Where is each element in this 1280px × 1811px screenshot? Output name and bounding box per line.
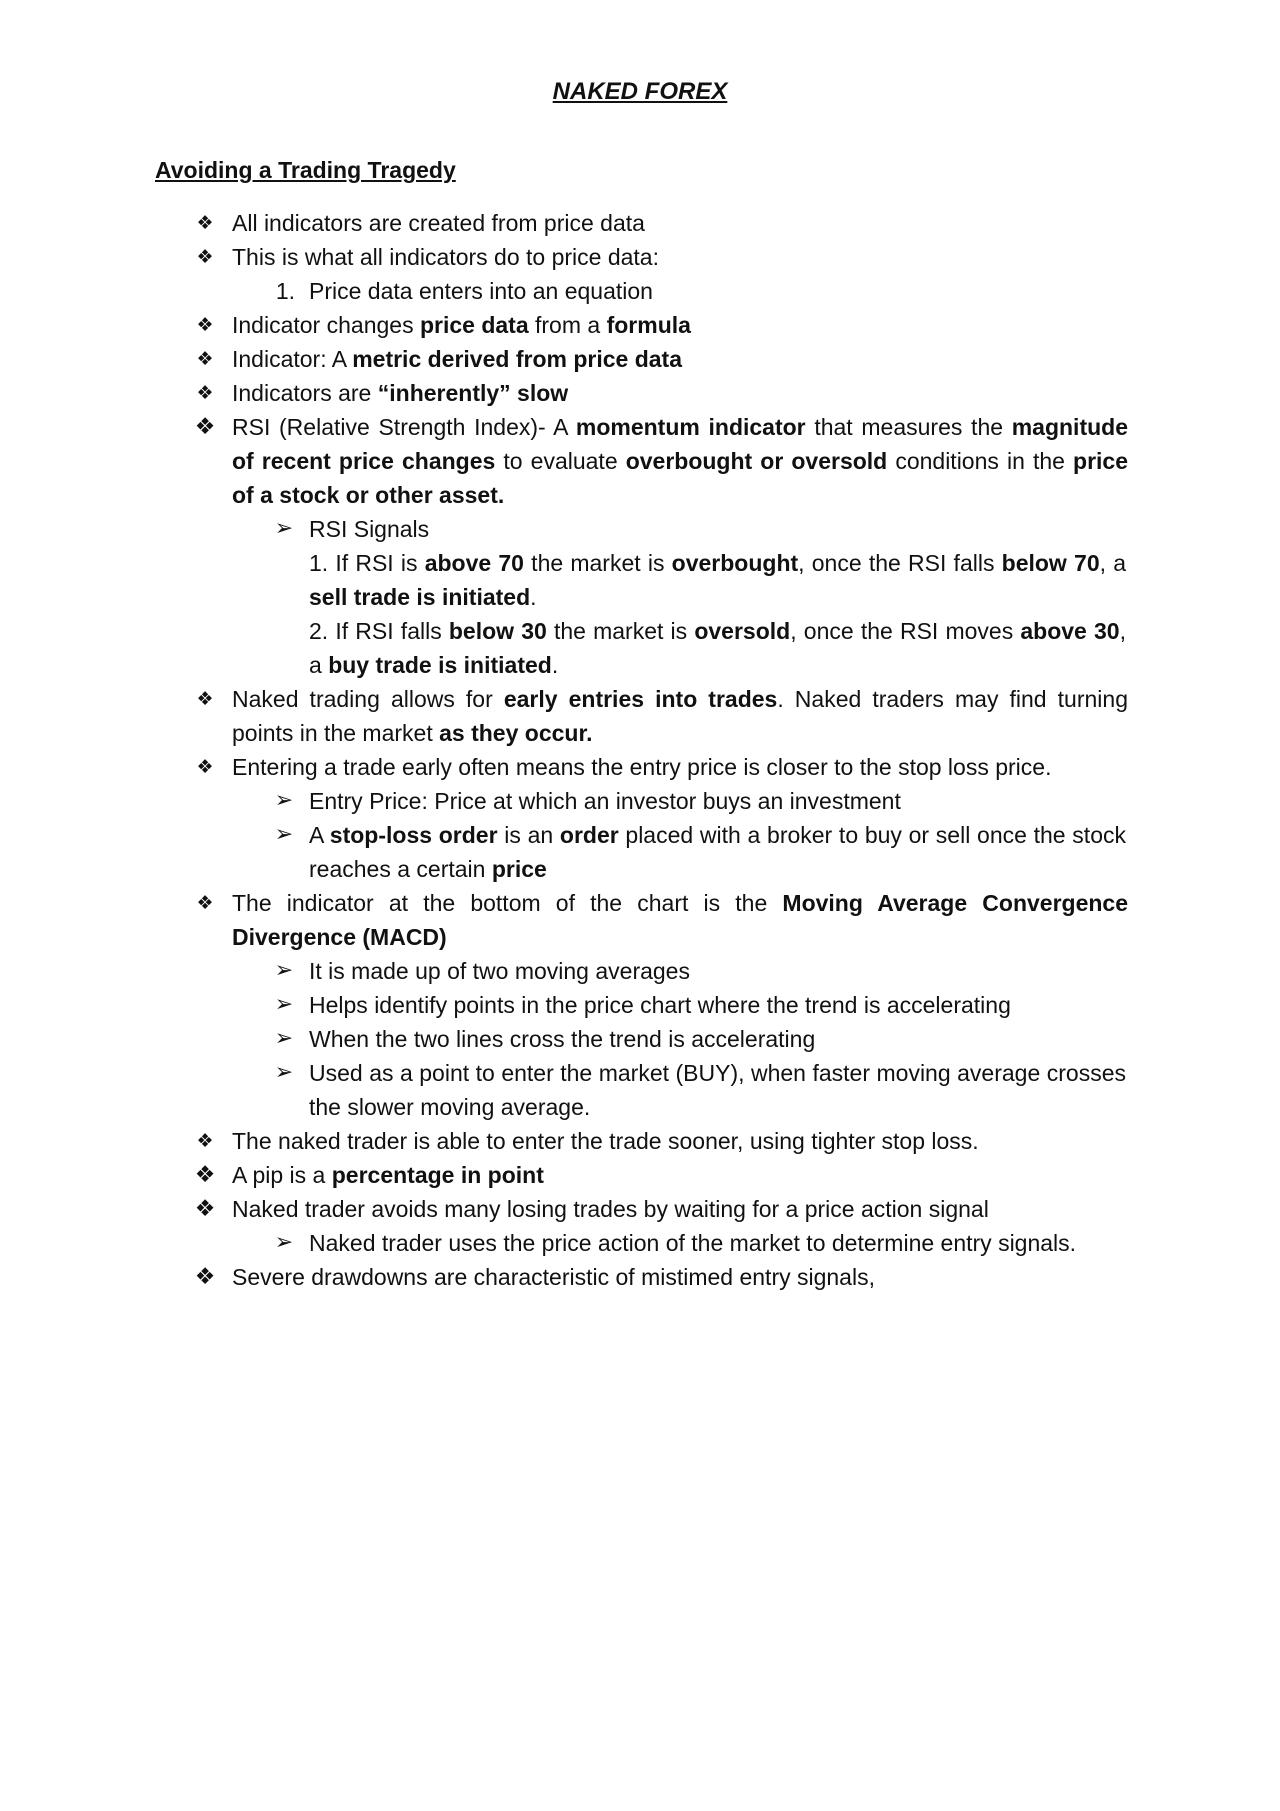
list-item: ❖ This is what all indicators do to price data: [232, 240, 1128, 274]
document-title: NAKED FOREX [552, 78, 728, 105]
diamond-bullet-icon: ❖ [196, 892, 214, 914]
bullet-list [0, 206, 1280, 1294]
sub-list-item: ➢ Entry Price: Price at which an investor buys an investment [309, 784, 1126, 818]
sub-list-item: ➢ RSI Signals [309, 512, 1126, 546]
diamond-bullet-icon: ❖ [194, 1196, 216, 1222]
sub-list-item: ➢ When the two lines cross the trend is accelerating [309, 1022, 1126, 1056]
numbered-item: 1. Price data enters into an equation [309, 274, 1126, 308]
arrow-bullet-icon: ➢ [274, 516, 294, 541]
arrow-bullet-icon: ➢ [274, 822, 294, 847]
arrow-bullet-icon: ➢ [274, 1026, 294, 1051]
diamond-bullet-icon: ❖ [196, 1130, 214, 1152]
arrow-bullet-icon: ➢ [274, 992, 294, 1017]
list-number: 1. [275, 278, 295, 304]
list-item: ❖ Indicator: A metric derived from price data [232, 342, 1128, 376]
list-item: ❖ The naked trader is able to enter the trade sooner, using tighter stop loss. [232, 1124, 1128, 1158]
sub-list-item: ➢ Used as a point to enter the market (BUY), when faster moving average crosses the slower moving average. [309, 1056, 1126, 1124]
diamond-bullet-icon: ❖ [196, 212, 214, 234]
sub-list-item: ➢ Helps identify points in the price chart where the trend is accelerating [309, 988, 1126, 1022]
list-item: ❖ The indicator at the bottom of the chart is the Moving Average Convergence Divergence (MACD) [232, 886, 1128, 954]
arrow-bullet-icon: ➢ [274, 788, 294, 813]
sub-list-item: 1. If RSI is above 70 the market is overbought, once the RSI falls below 70, a sell trade is initiated. [309, 550, 1126, 610]
list-item: ❖ RSI (Relative Strength Index)- A momentum indicator that measures the magnitude of recent price changes to evaluate overbought or oversold conditions in the price of a stock or other asset. [232, 410, 1128, 512]
diamond-bullet-icon: ❖ [196, 348, 214, 370]
sub-list-item: ➢ It is made up of two moving averages [309, 954, 1126, 988]
diamond-bullet-icon: ❖ [194, 414, 216, 440]
list-item: ❖ Naked trader avoids many losing trades by waiting for a price action signal [232, 1192, 1128, 1226]
sub-list-item: ➢ A stop-loss order is an order placed with a broker to buy or sell once the stock reaches a certain price [309, 818, 1126, 886]
arrow-bullet-icon: ➢ [274, 1230, 294, 1255]
diamond-bullet-icon: ❖ [194, 1264, 216, 1290]
list-item: ❖ Naked trading allows for early entries into trades. Naked traders may find turning points in the market as they occur. [232, 682, 1128, 750]
sub-list-item: 2. If RSI falls below 30 the market is oversold, once the RSI moves above 30, a buy trade is initiated. [309, 618, 1126, 678]
arrow-bullet-icon: ➢ [274, 1060, 294, 1085]
diamond-bullet-icon: ❖ [196, 382, 214, 404]
list-item: ❖ Severe drawdowns are characteristic of mistimed entry signals, [232, 1260, 1128, 1294]
list-item: ❖ A pip is a percentage in point [232, 1158, 1128, 1192]
arrow-bullet-icon: ➢ [274, 958, 294, 983]
list-item: ❖ Indicators are “inherently” slow [232, 376, 1128, 410]
diamond-bullet-icon: ❖ [196, 756, 214, 778]
diamond-bullet-icon: ❖ [196, 688, 214, 710]
diamond-bullet-icon: ❖ [196, 246, 214, 268]
list-item: ❖ All indicators are created from price data [232, 206, 1128, 240]
diamond-bullet-icon: ❖ [196, 314, 214, 336]
section-heading: Avoiding a Trading Tragedy [155, 157, 456, 183]
sub-list-item: ➢ Naked trader uses the price action of the market to determine entry signals. [309, 1226, 1126, 1260]
list-item: ❖ Entering a trade early often means the entry price is closer to the stop loss price. [232, 750, 1128, 784]
list-item: ❖ Indicator changes price data from a formula [232, 308, 1128, 342]
diamond-bullet-icon: ❖ [194, 1162, 216, 1188]
